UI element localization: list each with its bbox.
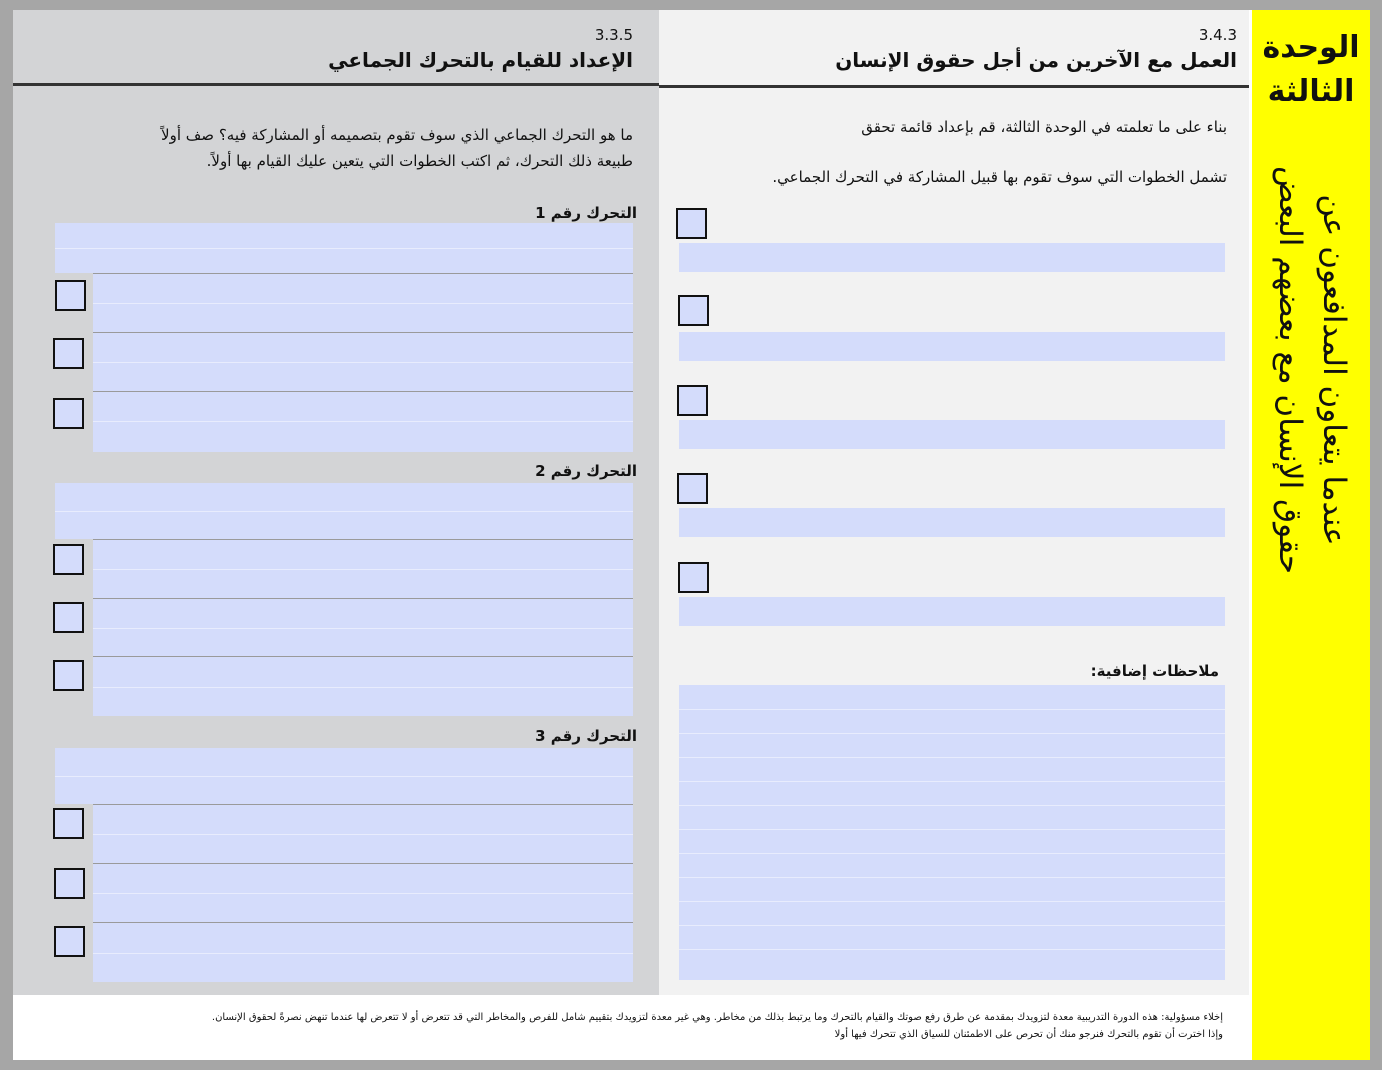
additional-notes-label: ملاحظات إضافية: [1090,662,1219,680]
action-2-step-2-checkbox[interactable] [53,602,84,633]
section-collective-action-prep [13,10,659,995]
unit-subtitle-line-2: حقوق الإنسان مع بعضهم البعض [1272,166,1308,574]
checklist-item-5-checkbox[interactable] [678,562,709,593]
unit-title-line-1: الوحدة [1262,30,1360,65]
unit-subtitle-vertical [1256,140,1368,600]
action-2-step-3-checkbox[interactable] [53,660,84,691]
action-3-label: التحرك رقم 3 [535,727,637,745]
checklist-item-2-checkbox[interactable] [678,295,709,326]
unit-title-line-2: الثالثة [1267,74,1355,109]
checklist-item-4-checkbox[interactable] [677,473,708,504]
left-intro-text: ما هو التحرك الجماعي الذي سوف تقوم بتصميمه أو المشاركة فيه؟ صف أولاً طبيعة ذلك التحرك، ثم اكتب الخطوات التي يتعين عليك القيام بها أولاً. [161,126,633,170]
action-1-step-3-field[interactable] [93,392,633,452]
action-3-step-1-checkbox[interactable] [53,808,84,839]
action-1-step-3-checkbox[interactable] [53,398,84,429]
disclaimer-line-1: إخلاء مسؤولية: هذه الدورة التدريبية معدة لتزويدك بمقدمة عن طرق رفع صوتك والقيام بالتحرك وما يرتبط بذلك من مخاطر. وهي غير معدة لتزويدك بتقييم شامل للفرص والمخاطر التي قد تتعرض أو لا تتعرض لها عندما تنهض نصرةً لحقوق الإنسان. [211,1012,1223,1023]
section-working-with-others [659,10,1249,995]
middle-intro-line-2: تشمل الخطوات التي سوف تقوم بها قبيل المشاركة في التحرك الجماعي. [772,168,1227,186]
section-number-middle: 3.4.3 [1198,26,1237,44]
action-2-label: التحرك رقم 2 [535,462,637,480]
section-header-left [13,10,659,86]
unit-subtitle-line-1: عندما يتعاون المدافعون عن [1316,194,1352,546]
checklist-item-1-field[interactable] [679,243,1225,272]
action-3-step-3-checkbox[interactable] [54,926,85,957]
checklist-item-2-field[interactable] [679,332,1225,361]
section-title-middle: العمل مع الآخرين من أجل حقوق الإنسان [835,48,1237,72]
section-title-left: الإعداد للقيام بالتحرك الجماعي [328,48,633,72]
checklist-item-4-field[interactable] [679,508,1225,537]
unit-sidebar [1249,10,1370,1060]
checklist-item-1-checkbox[interactable] [676,208,707,239]
additional-notes-field[interactable] [679,685,1225,980]
action-1-step-2-checkbox[interactable] [53,338,84,369]
disclaimer-line-2: وإذا اخترت أن تقوم بالتحرك فنرجو منك أن تحرص على الاطمئنان للسياق الذي تتحرك فيها أولا [834,1029,1223,1040]
section-header-middle [659,10,1259,88]
unit-title [1252,26,1370,114]
disclaimer-footer [13,995,1249,1060]
action-1-label: التحرك رقم 1 [535,204,637,222]
section-number-left: 3.3.5 [594,26,633,44]
action-3-step-2-checkbox[interactable] [54,868,85,899]
checklist-item-3-field[interactable] [679,420,1225,449]
checklist-item-5-field[interactable] [679,597,1225,626]
checklist-item-3-checkbox[interactable] [677,385,708,416]
action-2-step-1-checkbox[interactable] [53,544,84,575]
worksheet-page [13,10,1370,1060]
middle-intro-line-1: بناء على ما تعلمته في الوحدة الثالثة، قم بإعداد قائمة تحقق [861,118,1227,136]
disclaimer-text [113,1009,1223,1043]
action-1-step-1-checkbox[interactable] [55,280,86,311]
